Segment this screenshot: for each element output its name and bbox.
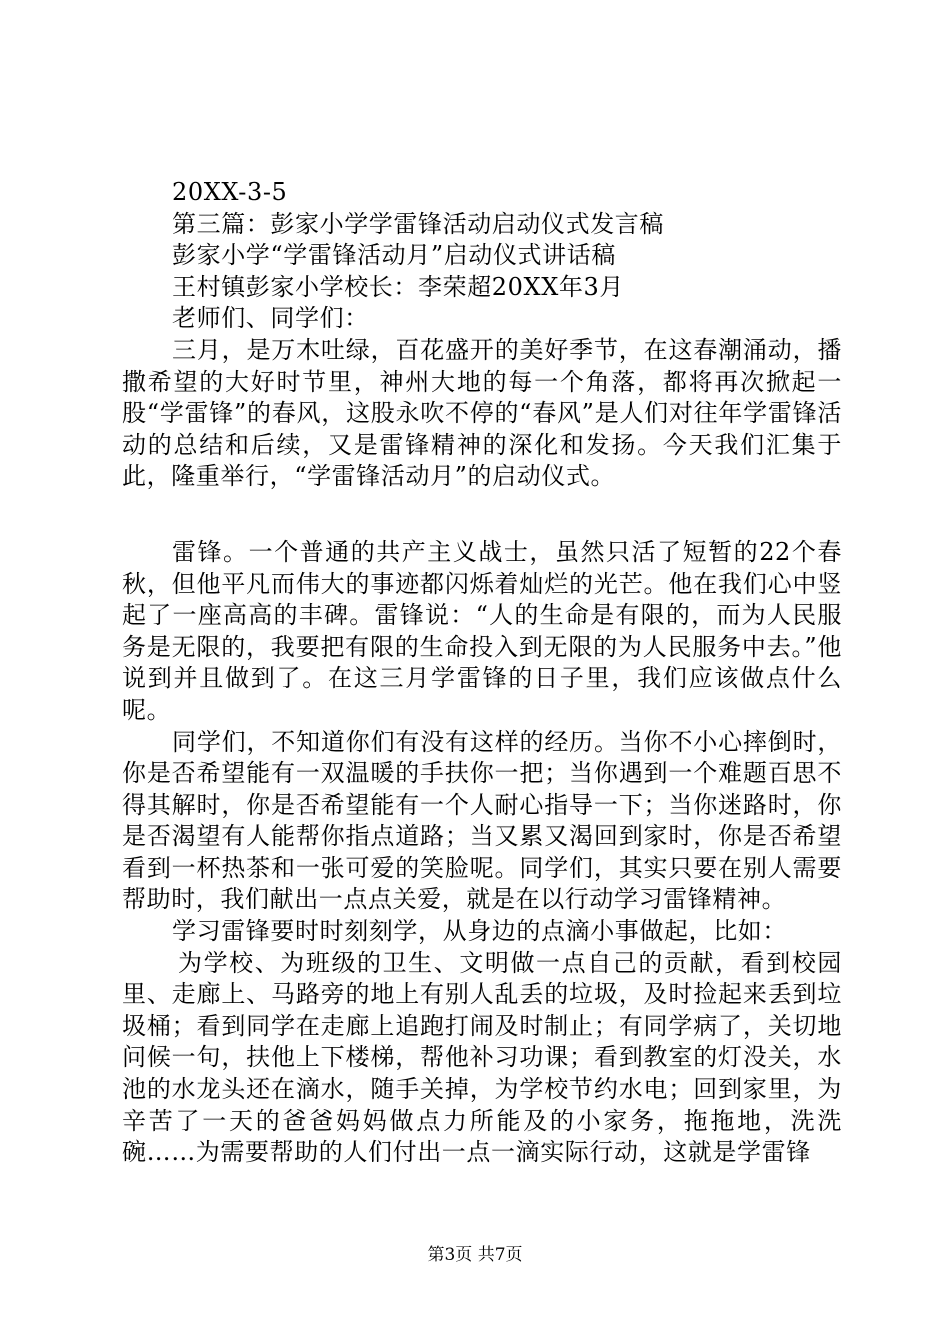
speaker-line: 王村镇彭家小学校长：李荣超20XX年3月 (172, 272, 624, 301)
speech-title: 彭家小学“学雷锋活动月”启动仪式讲话稿 (172, 241, 616, 270)
document-body (122, 177, 842, 1169)
page-footer: 第3页 共7页 (427, 1245, 523, 1265)
greeting: 老师们、同学们： (172, 304, 369, 333)
paragraph-2: 雷锋。一个普通的共产主义战士，虽然只活了短暂的22个春秋，但他平凡而伟大的事迹都闪烁着灿烂的光芒。他在我们心中竖起了一座高高的丰碑。雷锋说：“人的生命是有限的，而为人民服务是无限的，我要把有限的生命投入到无限的为人民服务中去。”他说到并且做到了。在这三月学雷锋的日子里，我们应该做点什么呢。 (122, 537, 842, 724)
paragraph-gap (122, 493, 842, 537)
paragraph-4: 学习雷锋要时时刻刻学，从身边的点滴小事做起，比如： (172, 917, 787, 946)
article-title: 第三篇：彭家小学学雷锋活动启动仪式发言稿 (172, 209, 664, 238)
paragraph-1: 三月，是万木吐绿，百花盛开的美好季节，在这春潮涌动，播撒希望的大好时节里，神州大地的每一个角落，都将再次掀起一股“学雷锋”的春风，这股永吹不停的“春风”是人们对往年学雷锋活动的总结和后续，又是雷锋精神的深化和发扬。今天我们汇集于此，隆重举行，“学雷锋活动月”的启动仪式。 (122, 335, 842, 491)
paragraph-5: 为学校、为班级的卫生、文明做一点自己的贡献，看到校园里、走廊上、马路旁的地上有别人乱丢的垃圾，及时捡起来丢到垃圾桶；看到同学在走廊上追跑打闹及时制止；有同学病了，关切地问候一句，扶他上下楼梯，帮他补习功课；看到教室的灯没关，水池的水龙头还在滴水，随手关掉，为学校节约水电；回到家里，为辛苦了一天的爸爸妈妈做点力所能及的小家务，拖拖地，洗洗碗……为需要帮助的人们付出一点一滴实际行动，这就是学雷锋 (122, 948, 842, 1167)
paragraph-3: 同学们，不知道你们有没有这样的经历。当你不小心摔倒时，你是否希望能有一双温暖的手扶你一把；当你遇到一个难题百思不得其解时，你是否希望能有一个人耐心指导一下；当你迷路时，你是否渴望有人能帮你指点道路；当又累又渴回到家时，你是否希望看到一杯热茶和一张可爱的笑脸呢。同学们，其实只要在别人需要帮助时，我们献出一点点关爱，就是在以行动学习雷锋精神。 (122, 727, 842, 914)
date-line: 20XX-3-5 (172, 178, 288, 206)
